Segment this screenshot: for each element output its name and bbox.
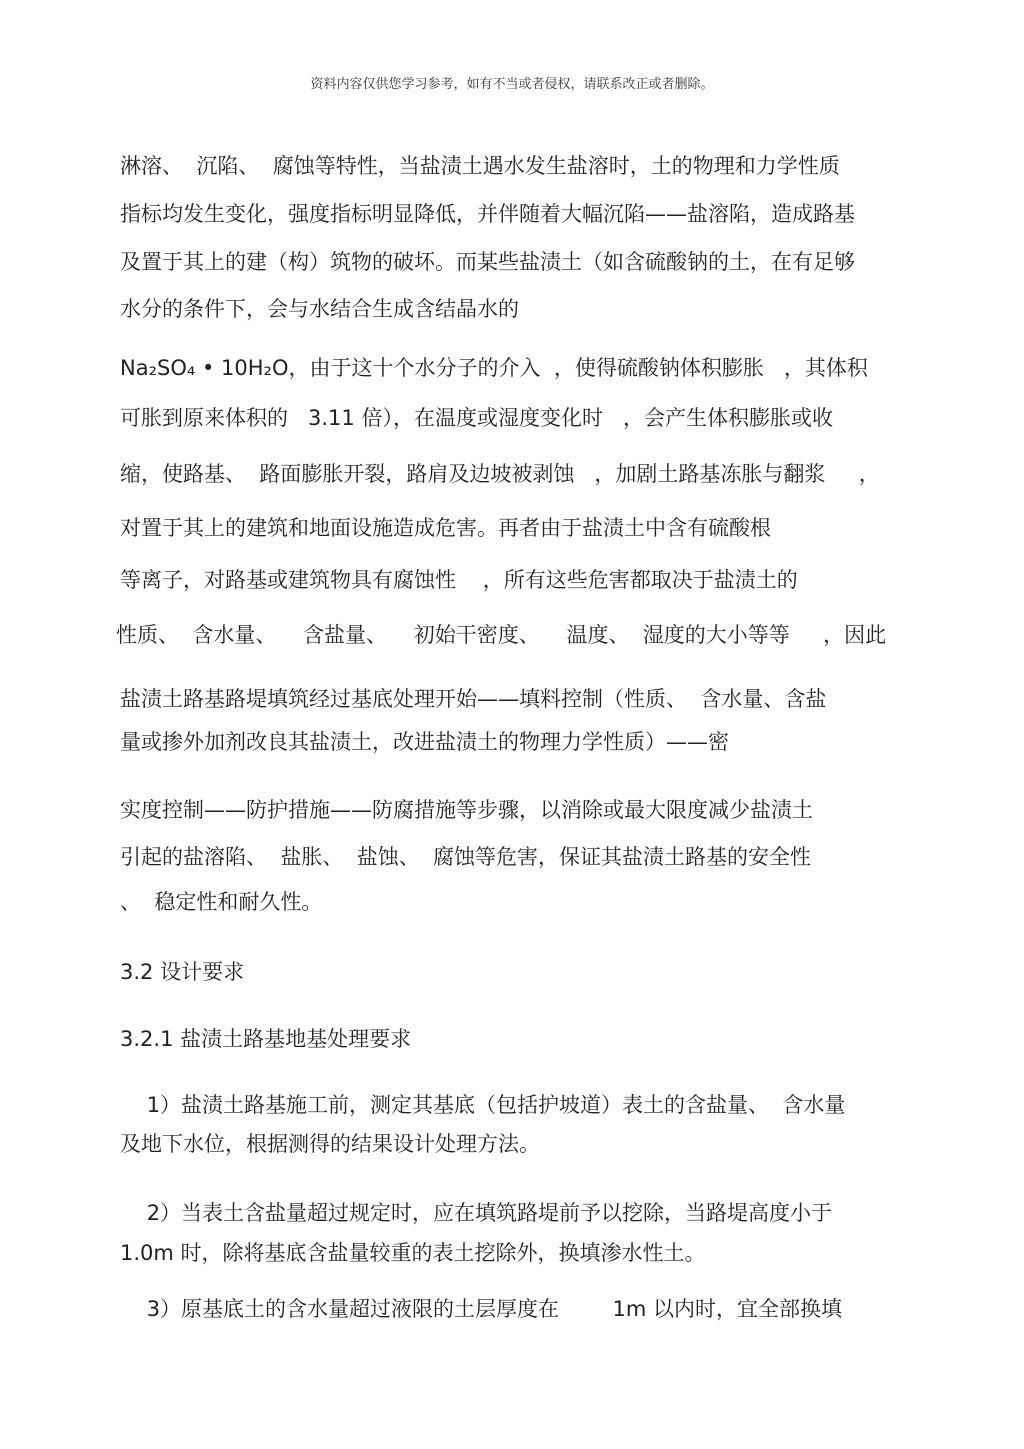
body-line: 及置于其上的建（构）筑物的破坏。而某些盐渍土（如含硫酸钠的土，在有足够 [120, 250, 855, 274]
body-line: 缩，使路基、 路面膨胀开裂，路肩及边坡被剥蚀 ，加剧土路基冻胀与翻浆 ， [120, 462, 880, 486]
body-line: 量或掺外加剂改良其盐渍土，改进盐渍土的物理力学性质）——密 [120, 730, 729, 754]
page-header-disclaimer: 资料内容仅供您学习参考，如有不当或者侵权，请联系改正或者删除。 [310, 77, 714, 92]
body-line: 指标均发生变化，强度指标明显降低，并伴随着大幅沉陷——盐溶陷，造成路基 [120, 202, 855, 226]
body-line: 等离子，对路基或建筑物具有腐蚀性 ，所有这些危害都取决于盐渍土的 [120, 568, 798, 592]
body-line: 1）盐渍土路基施工前，测定其基底（包括护坡道）表土的含盐量、 含水量 [120, 1093, 846, 1117]
body-line: 及地下水位，根据测得的结果设计处理方法。 [120, 1132, 540, 1156]
body-line: Na₂SO₄ • 10H₂O，由于这十个水分子的介入 ，使得硫酸钠体积膨胀 ，其体积 [120, 356, 868, 380]
body-line: 对置于其上的建筑和地面设施造成危害。再者由于盐渍土中含有硫酸根 [120, 516, 771, 540]
body-line: 实度控制——防护措施——防腐措施等步骤，以消除或最大限度减少盐渍土 [120, 798, 813, 822]
body-line: 1.0m 时，除将基底含盐量较重的表土挖除外，换填渗水性土。 [120, 1241, 706, 1265]
body-line: 3）原基底土的含水量超过液限的土层厚度在 1m 以内时，宜全部换填 [120, 1297, 842, 1321]
body-line: 引起的盐溶陷、 盐胀、 盐蚀、 腐蚀等危害，保证其盐渍土路基的安全性 [120, 845, 812, 869]
body-line: 水分的条件下，会与水结合生成含结晶水的 [120, 297, 519, 321]
body-line: 盐渍土路基路堤填筑经过基底处理开始——填料控制（性质、 含水量、含盐 [120, 687, 827, 711]
subsection-heading: 3.2.1 盐渍土路基地基处理要求 [120, 1027, 412, 1051]
body-line: 、 稳定性和耐久性。 [120, 890, 323, 914]
body-line: 可胀到原来体积的 3.11 倍），在温度或湿度变化时 ，会产生体积膨胀或收 [120, 406, 833, 430]
body-line: 性质、 含水量、 含盐量、 初始干密度、 温度、 湿度的大小等等 ，因此 [116, 623, 887, 647]
body-line: 淋溶、 沉陷、 腐蚀等特性，当盐渍土遇水发生盐溶时，土的物理和力学性质 [120, 154, 840, 178]
body-line: 2）当表土含盐量超过规定时，应在填筑路堤前予以挖除，当路堤高度小于 [120, 1201, 833, 1225]
section-heading: 3.2 设计要求 [120, 960, 245, 984]
